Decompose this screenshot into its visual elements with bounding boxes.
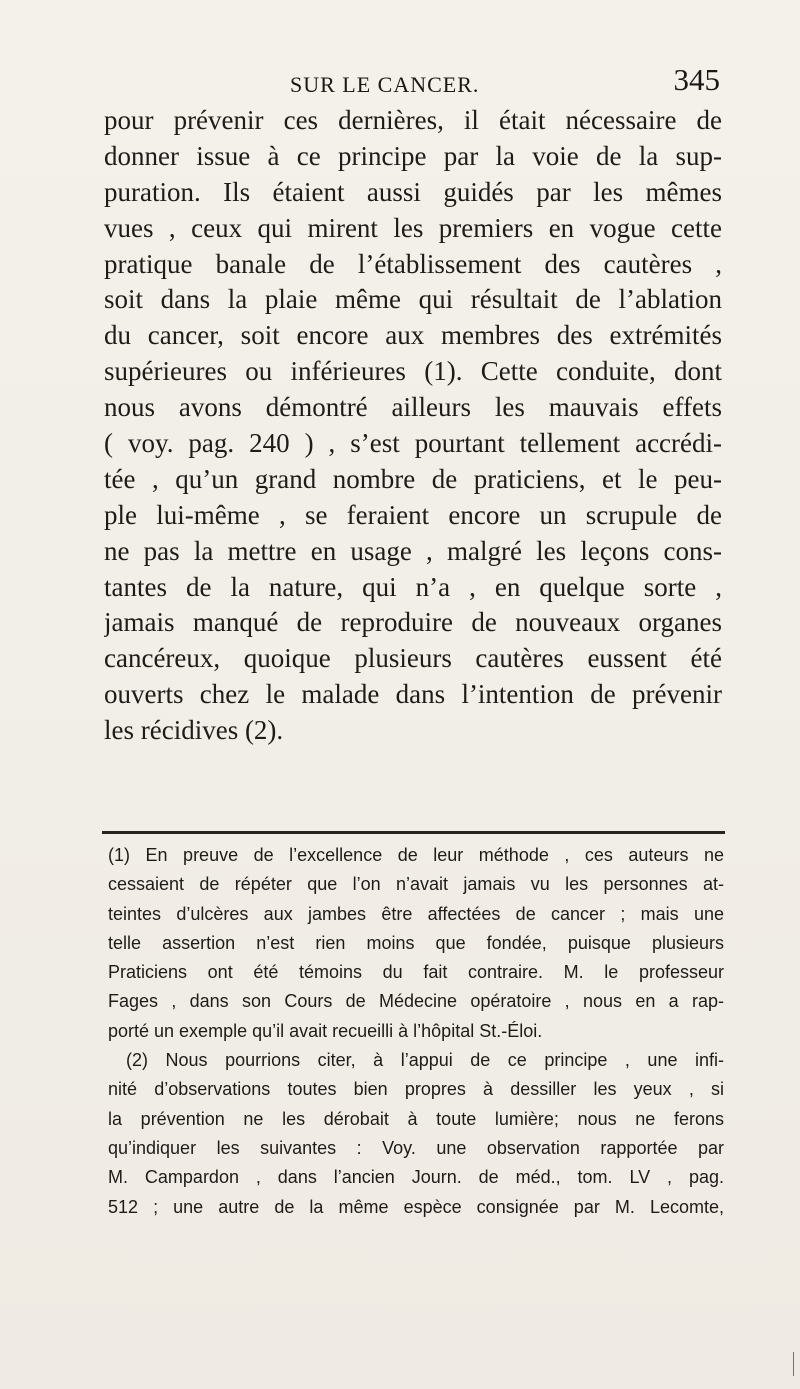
running-head: SUR LE CANCER.: [290, 72, 480, 97]
body-line: tée , qu’un grand nombre de praticiens, et le peu-: [104, 463, 722, 494]
body-line: donner issue à ce principe par la voie de la sup-: [104, 140, 722, 171]
body-line: tantes de la nature, qui n’a , en quelque sorte ,: [104, 571, 722, 602]
body-line: ouverts chez le malade dans l’intention de prévenir: [104, 679, 722, 710]
main-text: [104, 103, 722, 749]
body-line: pour prévenir ces dernières, il était nécessaire de: [104, 105, 722, 135]
body-line: puration. Ils étaient aussi guidés par les mêmes: [104, 176, 722, 207]
footnote-line: (2) Nous pourrions citer, à l’appui de ce principe , une infi-: [126, 1050, 724, 1071]
body-line: supérieures ou inférieures (1). Cette conduite, dont: [104, 356, 722, 387]
footnotes: [108, 841, 724, 1222]
footnote-line: Praticiens ont été témoins du fait contraire. M. le professeur: [108, 962, 724, 983]
body-line: cancéreux, quoique plusieurs cautères eussent été: [104, 643, 722, 674]
footnote-line: la prévention ne les dérobait à toute lumière; nous ne ferons: [108, 1108, 724, 1129]
body-line: soit dans la plaie même qui résultait de l’ablation: [104, 284, 722, 315]
page-number: 345: [673, 62, 720, 97]
body-line: les récidives (2).: [104, 715, 284, 746]
body-line: pratique banale de l’établissement des cautères ,: [104, 248, 722, 279]
body-line: du cancer, soit encore aux membres des extrémités: [104, 320, 722, 351]
body-line: vues , ceux qui mirent les premiers en vogue cette: [104, 212, 722, 243]
footnote-line: cessaient de répéter que l’on n’avait jamais vu les personnes at-: [108, 874, 724, 895]
footnote-line: nité d’observations toutes bien propres à dessiller les yeux , si: [108, 1079, 724, 1100]
footnote-line: Fages , dans son Cours de Médecine opératoire , nous en a rap-: [108, 991, 724, 1012]
footnote-separator: [102, 831, 725, 834]
footnote-line: (1) En preuve de l’excellence de leur méthode , ces auteurs ne: [108, 845, 724, 865]
body-line: jamais manqué de reproduire de nouveaux organes: [104, 607, 722, 638]
scan-mark: [793, 1352, 794, 1376]
footnote-line: 512 ; une autre de la même espèce consignée par M. Lecomte,: [108, 1196, 724, 1217]
body-line: ( voy. pag. 240 ) , s’est pourtant tellement accrédi-: [104, 428, 722, 459]
footnote-line: M. Campardon , dans l’ancien Journ. de méd., tom. LV , pag.: [108, 1167, 724, 1188]
body-line: ple lui-même , se feraient encore un scrupule de: [104, 499, 722, 530]
footnote-line: teintes d’ulcères aux jambes être affectées de cancer ; mais une: [108, 903, 724, 924]
body-line: ne pas la mettre en usage , malgré les leçons cons-: [104, 535, 722, 566]
body-line: nous avons démontré ailleurs les mauvais effets: [104, 392, 722, 423]
footnote-line: qu’indiquer les suivantes : Voy. une observation rapportée par: [108, 1137, 724, 1158]
footnote-line: porté un exemple qu’il avait recueilli à l’hôpital St.-Éloi.: [108, 1020, 543, 1041]
footnote-line: telle assertion n’est rien moins que fondée, puisque plusieurs: [108, 932, 724, 953]
